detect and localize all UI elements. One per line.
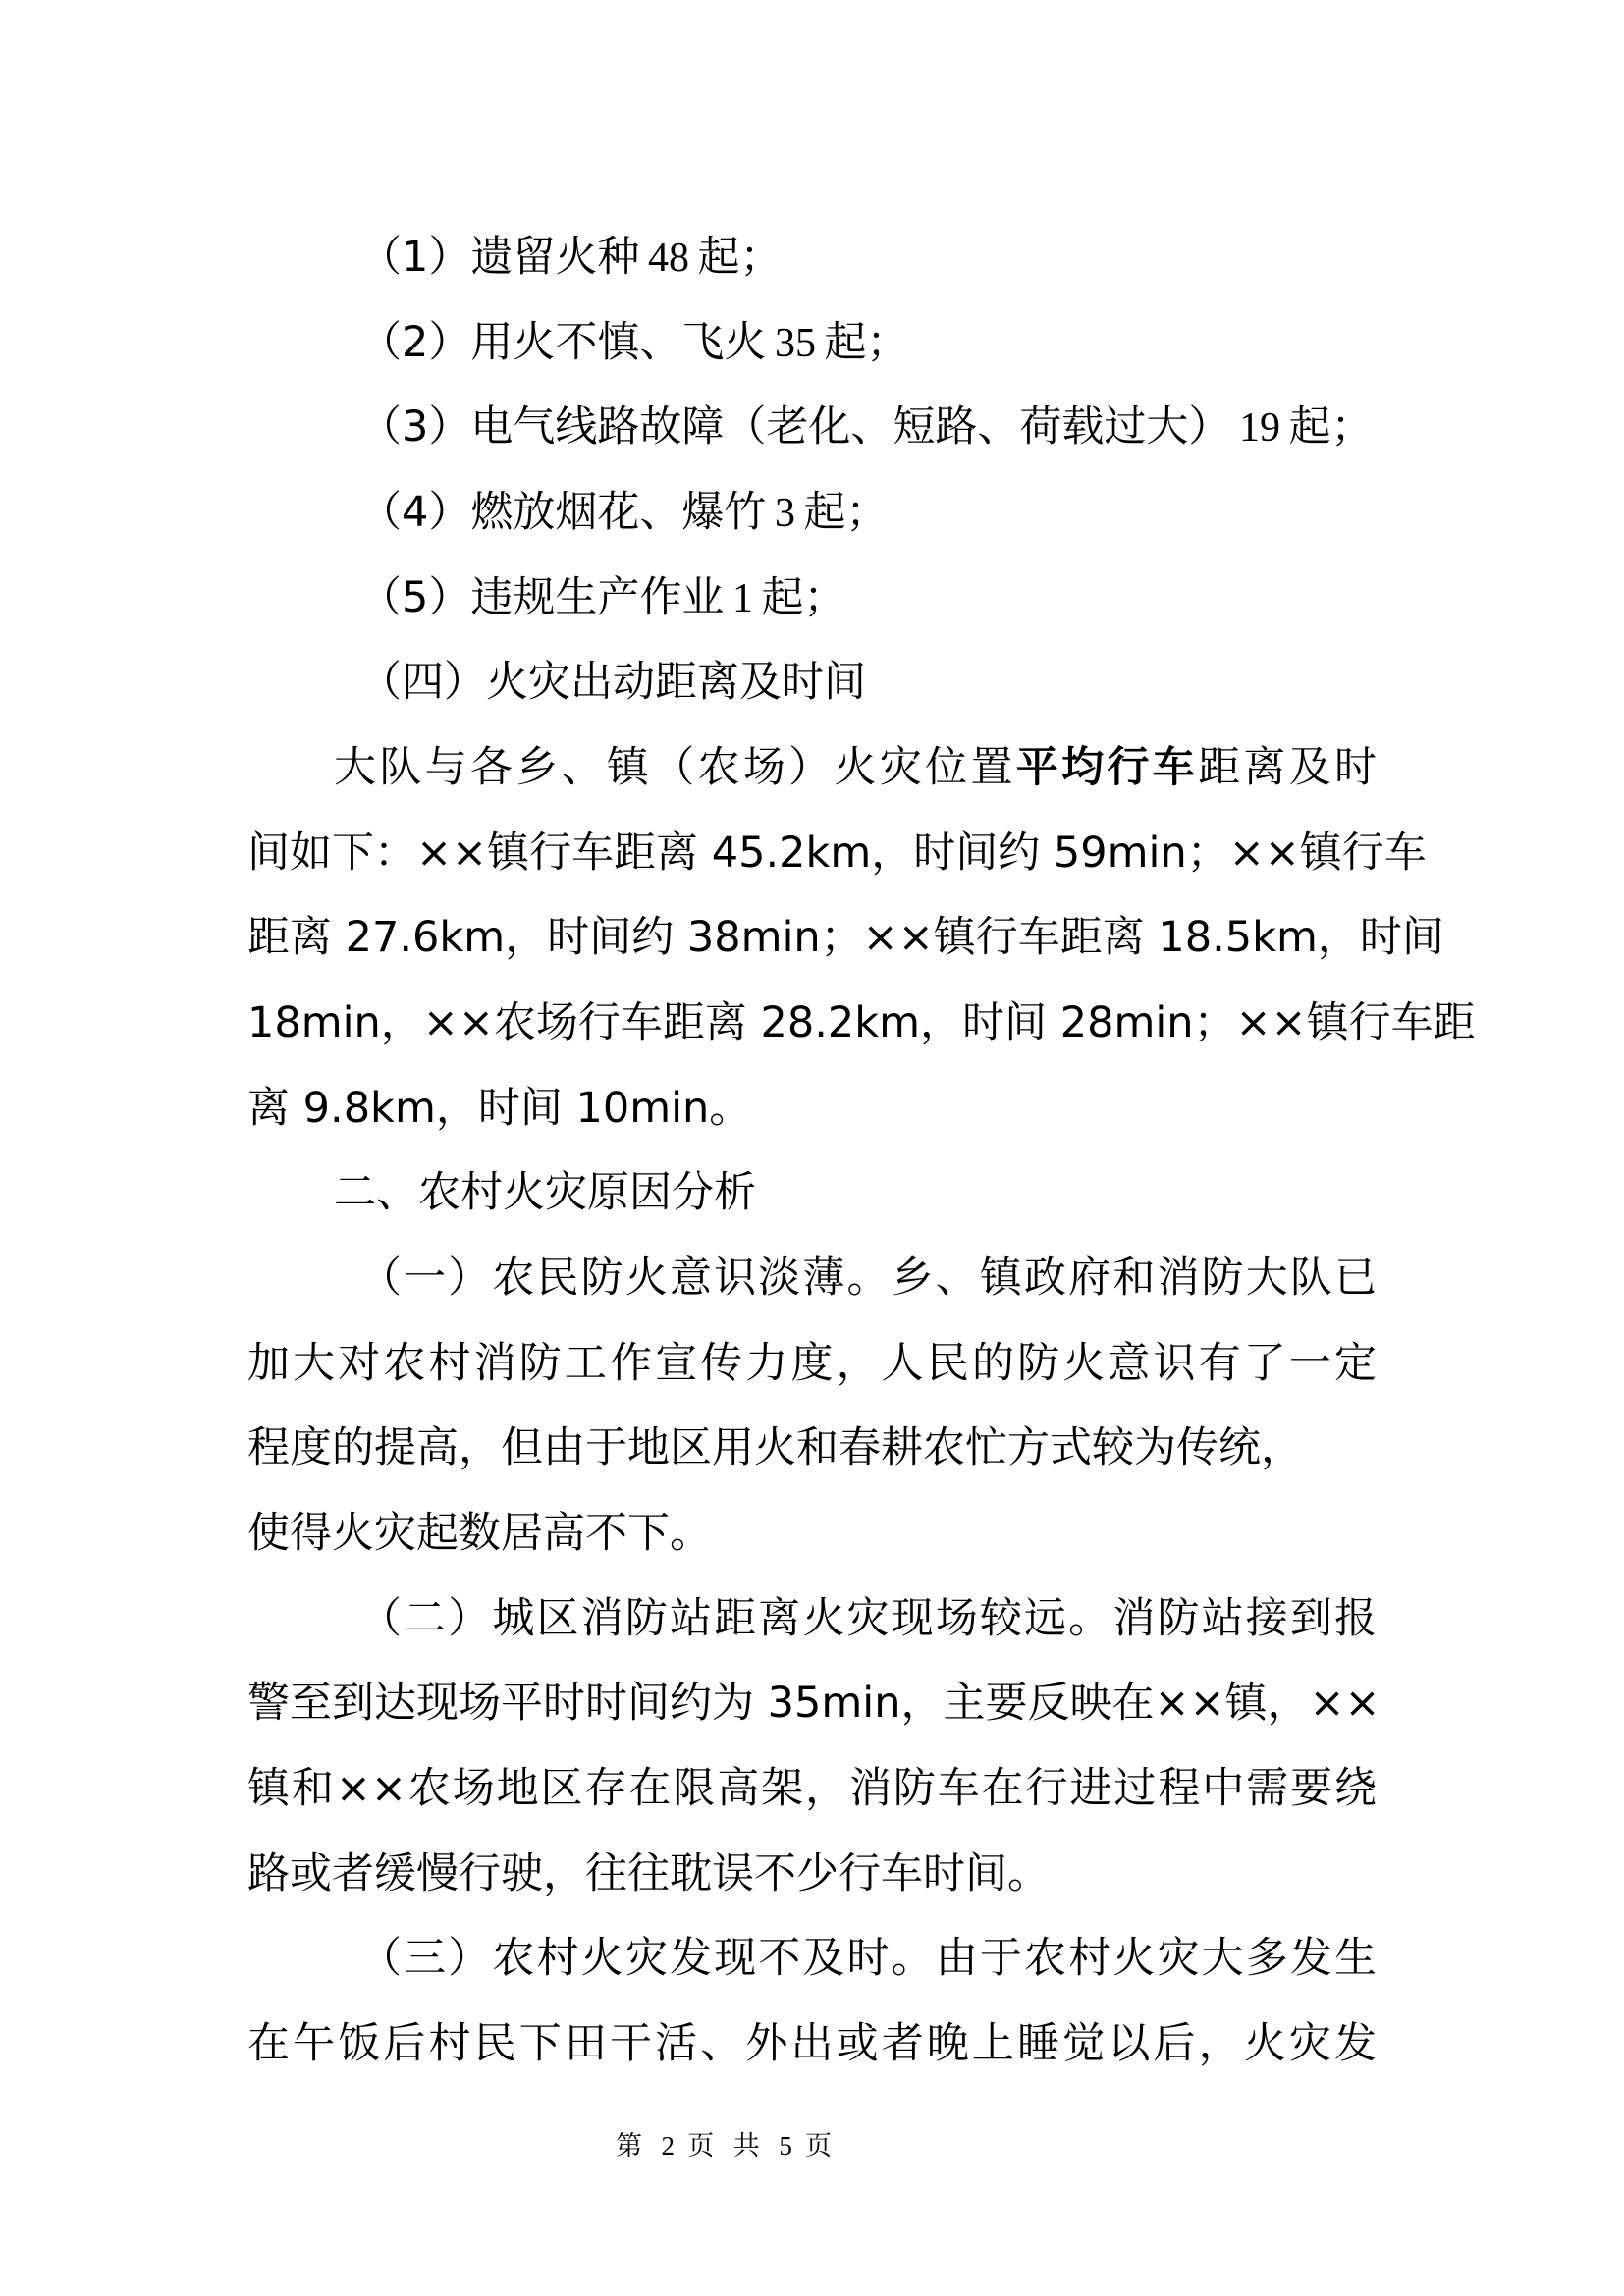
list-item-count: 35 [774,321,816,366]
list-item-suffix: 起； [824,318,909,367]
list-item-label: （4） [359,488,471,537]
list-item-1 [359,228,1377,287]
paragraph-line: 加大对农村消防工作宣传力度，人民的防火意识有了一定 [247,1339,1377,1388]
list-item-suffix: 起； [761,573,846,622]
list-item-text: 遗留火种 [470,233,640,282]
list-item-3 [359,398,1377,456]
list-item-count: 3 [774,491,795,536]
paragraph-line: （一）农民防火意识淡薄。乡、镇政府和消防大队已 [359,1254,1377,1303]
list-item-suffix: 起； [697,233,783,282]
text-span: 距离及时 [1198,743,1378,792]
list-item-label: （3） [359,402,471,452]
paragraph-line: 间如下：××镇行车距离 45.2km，时间约 59min；××镇行车 [247,828,1427,878]
paragraph-line: 警至到达现场平时时间约为 35min，主要反映在××镇，×× [247,1679,1380,1728]
paragraph-line: 距离 27.6km，时间约 38min；××镇行车距离 18.5km，时间 [247,913,1444,962]
list-item-label: （2） [359,318,471,367]
paragraph-line: （二）城区消防站距离火灾现场较远。消防站接到报 [359,1594,1377,1643]
paragraph-line: 使得火灾起数居高不下。 [247,1509,712,1558]
text-span: 大队与各乡、镇（农场）火灾位置 [334,743,1016,792]
list-item-label: （1） [359,233,471,282]
list-item-text: 电气线路故障（老化、短路、荷载过大） [470,402,1231,452]
paragraph-line: （三）农村火灾发现不及时。由于农村火灾大多发生 [359,1934,1377,1983]
list-item-4 [359,483,1377,542]
bold-emphasis: 平均行车 [1015,743,1199,792]
paragraph-line: 路或者缓慢行驶，往往耽误不少行车时间。 [247,1849,1050,1898]
list-item-label: （5） [359,573,471,622]
list-item-text: 用火不慎、飞火 [470,318,767,367]
paragraph-line: 离 9.8km，时间 10min。 [247,1084,752,1133]
list-item-count: 48 [647,236,689,281]
paragraph-line [334,738,1377,797]
paragraph-line: 镇和××农场地区存在限高架，消防车在行进过程中需要绕 [247,1764,1377,1813]
list-item-text: 燃放烟花、爆竹 [470,488,767,537]
subsection-heading: （四）火灾出动距离及时间 [359,658,866,707]
section-heading: 二、农村火灾原因分析 [334,1168,756,1217]
list-item-text: 违规生产作业 [470,573,725,622]
paragraph-line: 在午饭后村民下田干活、外出或者晚上睡觉以后，火灾发 [247,2019,1377,2068]
list-item-count: 19 [1238,405,1280,451]
list-item-5 [359,568,1377,627]
list-item-count: 1 [731,576,753,621]
paragraph-line: 18min，××农场行车距离 28.2km，时间 28min；××镇行车距 [247,998,1476,1047]
list-item-suffix: 起； [1288,402,1374,452]
page-footer: 第 2 页 共 5 页 [616,2131,832,2161]
paragraph-line: 程度的提高，但由于地区用火和春耕农忙方式较为传统， [247,1423,1303,1472]
list-item-suffix: 起； [803,488,889,537]
list-item-2 [359,313,1377,372]
